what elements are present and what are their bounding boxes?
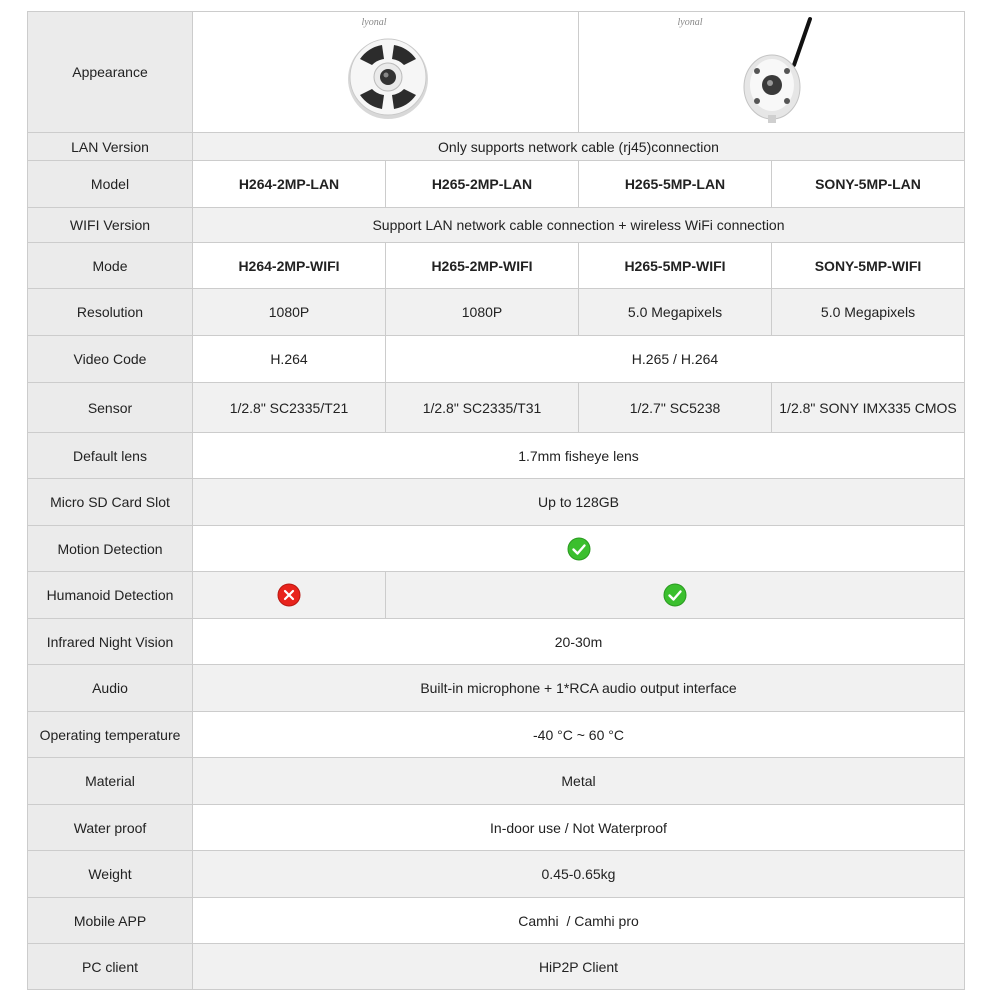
micro-sd-value: Up to 128GB <box>193 479 965 526</box>
resolution-cell: 5.0 Megapixels <box>772 289 965 336</box>
material-value: Metal <box>193 758 965 805</box>
mode-cell: H265-2MP-WIFI <box>386 243 579 289</box>
row-operating-temperature <box>28 712 965 758</box>
mode-cell: H265-5MP-WIFI <box>579 243 772 289</box>
row-label: LAN Version <box>28 133 193 161</box>
row-lan-version <box>28 133 965 161</box>
row-resolution <box>28 289 965 336</box>
fisheye-dome-camera-image <box>316 15 456 127</box>
resolution-cell: 1080P <box>193 289 386 336</box>
row-label: PC client <box>28 944 193 990</box>
brand-logo: lyonal <box>677 16 703 28</box>
sensor-cell: 1/2.8" SC2335/T31 <box>386 383 579 433</box>
wifi-version-value: Support LAN network cable connection + wireless WiFi connection <box>193 208 965 243</box>
infrared-value: 20-30m <box>193 619 965 665</box>
model-cell: H265-5MP-LAN <box>579 161 772 208</box>
row-label: Video Code <box>28 336 193 383</box>
row-humanoid-detection <box>28 572 965 619</box>
row-label: Audio <box>28 665 193 712</box>
row-label: Mode <box>28 243 193 289</box>
mobile-app-value: Camhi / Camhi pro <box>193 898 965 944</box>
weight-value: 0.45-0.65kg <box>193 851 965 898</box>
row-mode <box>28 243 965 289</box>
row-micro-sd <box>28 479 965 526</box>
row-video-code <box>28 336 965 383</box>
pc-client-value: HiP2P Client <box>193 944 965 990</box>
humanoid-detection-cell <box>386 572 965 619</box>
row-label: Default lens <box>28 433 193 479</box>
row-label: Material <box>28 758 193 805</box>
check-icon <box>663 583 687 607</box>
appearance-image-right <box>579 12 965 133</box>
row-infrared <box>28 619 965 665</box>
humanoid-detection-cell <box>193 572 386 619</box>
row-label: Infrared Night Vision <box>28 619 193 665</box>
row-water-proof <box>28 805 965 851</box>
audio-value: Built-in microphone + 1*RCA audio output interface <box>193 665 965 712</box>
mode-cell: SONY-5MP-WIFI <box>772 243 965 289</box>
resolution-cell: 1080P <box>386 289 579 336</box>
row-appearance <box>28 12 965 133</box>
spec-table <box>27 11 965 990</box>
model-cell: H264-2MP-LAN <box>193 161 386 208</box>
row-motion-detection <box>28 526 965 572</box>
water-proof-value: In-door use / Not Waterproof <box>193 805 965 851</box>
row-wifi-version <box>28 208 965 243</box>
model-cell: H265-2MP-LAN <box>386 161 579 208</box>
row-sensor <box>28 383 965 433</box>
row-label: Model <box>28 161 193 208</box>
row-label: WIFI Version <box>28 208 193 243</box>
row-material <box>28 758 965 805</box>
row-label: Operating temperature <box>28 712 193 758</box>
row-model <box>28 161 965 208</box>
fisheye-wifi-camera-image <box>677 15 842 127</box>
row-default-lens <box>28 433 965 479</box>
row-audio <box>28 665 965 712</box>
mode-cell: H264-2MP-WIFI <box>193 243 386 289</box>
sensor-cell: 1/2.8" SC2335/T21 <box>193 383 386 433</box>
row-label: Resolution <box>28 289 193 336</box>
brand-logo: lyonal <box>361 16 387 28</box>
video-code-cell: H.264 <box>193 336 386 383</box>
row-label: Sensor <box>28 383 193 433</box>
row-pc-client <box>28 944 965 990</box>
lan-version-value: Only supports network cable (rj45)connection <box>193 133 965 161</box>
row-label: Weight <box>28 851 193 898</box>
motion-detection-value <box>193 526 965 572</box>
row-mobile-app <box>28 898 965 944</box>
row-label: Micro SD Card Slot <box>28 479 193 526</box>
row-weight <box>28 851 965 898</box>
row-label: Water proof <box>28 805 193 851</box>
operating-temperature-value: -40 °C ~ 60 °C <box>193 712 965 758</box>
row-label: Mobile APP <box>28 898 193 944</box>
row-label: Humanoid Detection <box>28 572 193 619</box>
sensor-cell: 1/2.8" SONY IMX335 CMOS <box>772 383 965 433</box>
check-icon <box>567 537 591 561</box>
sensor-cell: 1/2.7" SC5238 <box>579 383 772 433</box>
model-cell: SONY-5MP-LAN <box>772 161 965 208</box>
cross-icon <box>277 583 301 607</box>
row-label: Appearance <box>28 12 193 133</box>
default-lens-value: 1.7mm fisheye lens <box>193 433 965 479</box>
resolution-cell: 5.0 Megapixels <box>579 289 772 336</box>
video-code-cell: H.265 / H.264 <box>386 336 965 383</box>
appearance-image-left <box>193 12 579 133</box>
row-label: Motion Detection <box>28 526 193 572</box>
